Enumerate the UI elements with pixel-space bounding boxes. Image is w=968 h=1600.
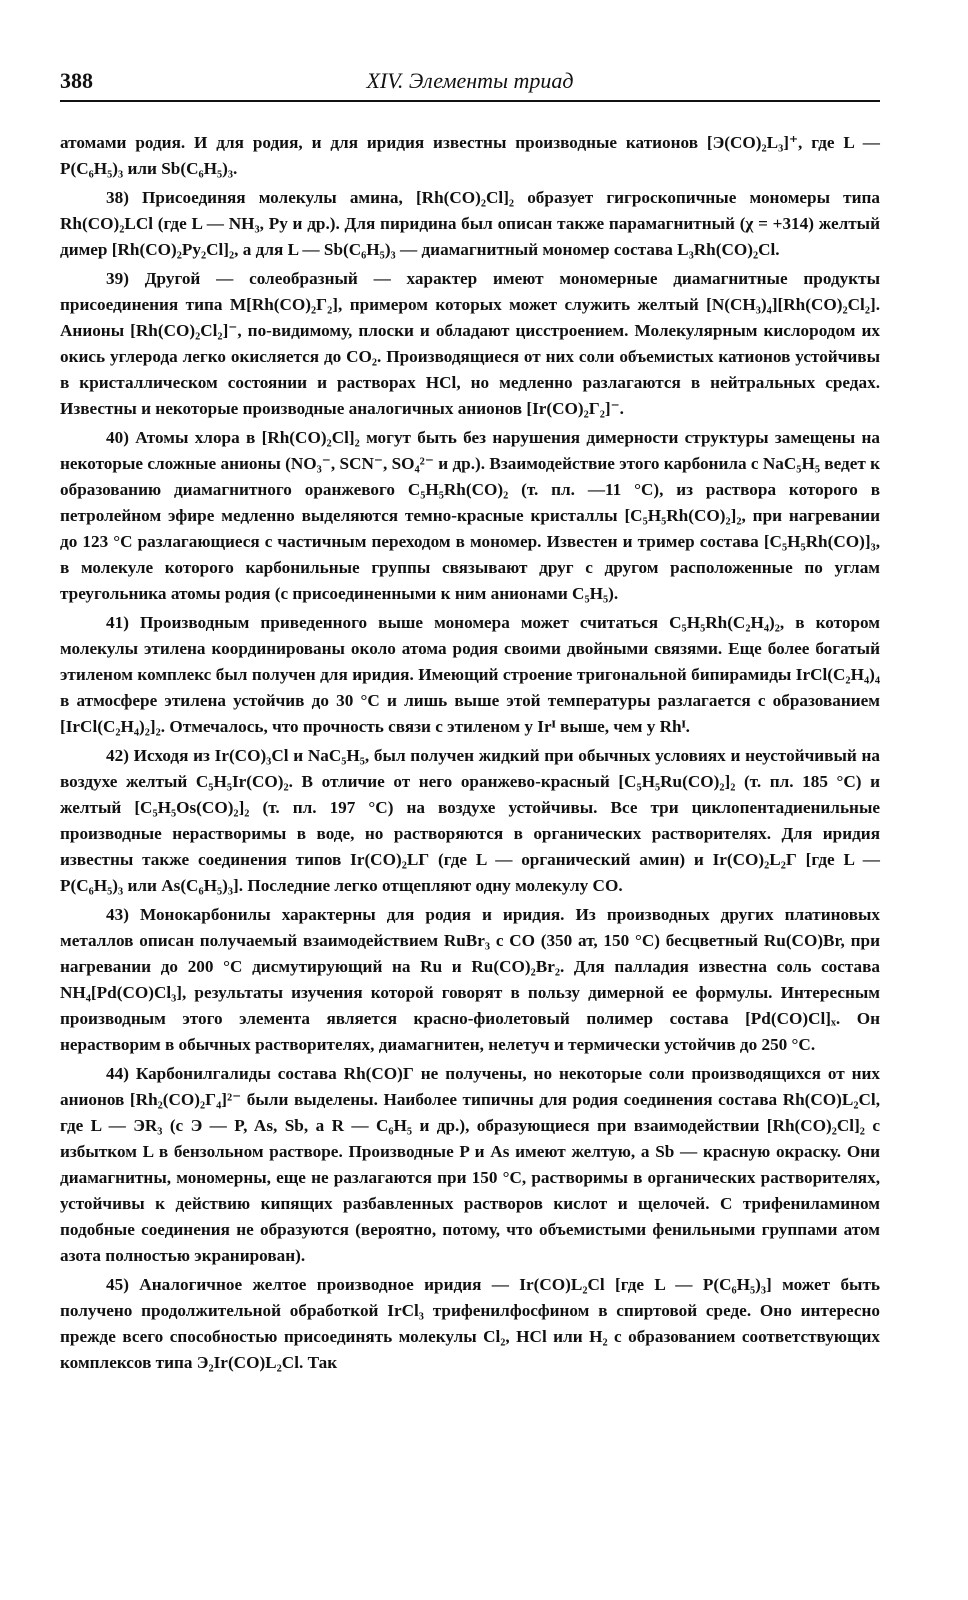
paragraph-41: 41) Производным приведенного выше мономера может считаться C₅H₅Rh(C₂H₄)₂, в котором молекулы этилена координированы около атома родия своими двойными связями. Еще более богатый этиленом комплекс был получен для иридия. Имеющий строение тригональной бипирамиды IrCl(C₂H₄)₄ в атмосфере этилена устойчив до 30 °C и лишь выше этой температуры разлагается с образованием [IrCl(C₂H₄)₂]₂. Отмечалось, что прочность связи с этиленом у Irᴵ выше, чем у Rhᴵ.	[60, 613, 880, 736]
running-title: XIV. Элементы триад	[366, 68, 574, 93]
body-text	[60, 130, 880, 1376]
page-header	[60, 60, 880, 102]
paragraph-38: 38) Присоединяя молекулы амина, [Rh(CO)₂Cl]₂ образует гигроскопичные мономеры типа Rh(CO)₂LCl (где L — NH₃, Py и др.). Для пиридина был описан также парамагнитный (χ = +314) желтый димер [Rh(CO)₂Py₂Cl]₂, а для L — Sb(C₆H₅)₃ — диамагнитный мономер состава L₃Rh(CO)₂Cl.	[60, 188, 880, 259]
paragraph-continued: атомами родия. И для родия, и для иридия известны производные катионов [Э(CO)₂L₃]⁺, где L — P(C₆H₅)₃ или Sb(C₆H₅)₃.	[60, 133, 880, 178]
page-number: 388	[60, 68, 93, 93]
paragraph-39: 39) Другой — солеобразный — характер имеют мономерные диамагнитные продукты присоединения типа M[Rh(CO)₂Г₂], примером которых может служить желтый [N(CH₃)₄][Rh(CO)₂Cl₂]. Анионы [Rh(CO)₂Cl₂]⁻, по-видимому, плоски и обладают цисстроением. Молекулярным кислородом их окись углерода легко окисляется до CO₂. Производящиеся от них соли объемистых катионов устойчивы в кристаллическом состоянии и растворах HCl, но медленно разлагаются в нейтральных средах. Известны и некоторые производные аналогичных анионов [Ir(CO)₂Г₂]⁻.	[60, 269, 880, 418]
paragraph-45: 45) Аналогичное желтое производное иридия — Ir(CO)L₂Cl [где L — P(C₆H₅)₃] может быть получено продолжительной обработкой IrCl₃ трифенилфосфином в спиртовой среде. Оно интересно прежде всего способностью присоединять молекулы Cl₂, HCl или H₂ с образованием соответствующих комплексов типа Э₂Ir(CO)L₂Cl. Так	[60, 1275, 880, 1372]
book-page	[60, 60, 880, 1379]
paragraph-44: 44) Карбонилгалиды состава Rh(CO)Г не получены, но некоторые соли производящихся от них анионов [Rh₂(CO)₂Г₄]²⁻ были выделены. Наиболее типичны для родия соединения состава Rh(CO)L₂Cl, где L — ЭR₃ (с Э — P, As, Sb, а R — C₆H₅ и др.), образующиеся при взаимодействии [Rh(CO)₂Cl]₂ с избытком L в бензольном растворе. Производные P и As имеют желтую, а Sb — красную окраску. Они диамагнитны, мономерны, еще не разлагаются при 150 °C, растворимы в органических растворителях, устойчивы к действию кипящих разбавленных растворов кислот и щелочей. С трифениламином подобные соединения не образуются (вероятно, потому, что объемистыми фенильными группами атом азота полностью экранирован).	[60, 1064, 880, 1265]
paragraph-42: 42) Исходя из Ir(CO)₃Cl и NaC₅H₅, был получен жидкий при обычных условиях и неустойчивый на воздухе желтый C₅H₅Ir(CO)₂. В отличие от него оранжево-красный [C₅H₅Ru(CO)₂]₂ (т. пл. 185 °C) и желтый [C₅H₅Os(CO)₂]₂ (т. пл. 197 °C) на воздухе устойчивы. Все три циклопентадиенильные производные нерастворимы в воде, но растворяются в органических растворителях. Для иридия известны также соединения типов Ir(CO)₂LГ (где L — органический амин) и Ir(CO)₂L₂Г [где L — P(C₆H₅)₃ или As(C₆H₅)₃]. Последние легко отщепляют одну молекулу CO.	[60, 746, 880, 895]
paragraph-43: 43) Монокарбонилы характерны для родия и иридия. Из производных других платиновых металлов описан получаемый взаимодействием RuBr₃ с CO (350 ат, 150 °C) бесцветный Ru(CO)Br, при нагревании до 200 °C дисмутирующий на Ru и Ru(CO)₂Br₂. Для палладия известна соль состава NH₄[Pd(CO)Cl₃], результаты изучения которой говорят в пользу димерной ее формулы. Интересным производным этого элемента является красно-фиолетовый полимер состава [Pd(CO)Cl]ₓ. Он нерастворим в обычных растворителях, диамагнитен, нелетуч и термически устойчив до 250 °C.	[60, 905, 880, 1054]
paragraph-40: 40) Атомы хлора в [Rh(CO)₂Cl]₂ могут быть без нарушения димерности структуры замещены на некоторые сложные анионы (NO₃⁻, SCN⁻, SO₄²⁻ и др.). Взаимодействие этого карбонила с NaC₅H₅ ведет к образованию диамагнитного оранжевого C₅H₅Rh(CO)₂ (т. пл. —11 °C), из раствора которого в петролейном эфире медленно выделяются темно-красные кристаллы [C₅H₅Rh(CO)₂]₂, при нагревании до 123 °C разлагающиеся с частичным переходом в мономер. Известен и тример состава [C₅H₅Rh(CO)]₃, в молекуле которого карбонильные группы связывают друг с другом расположенные по углам треугольника атомы родия (с присоединенными к ним анионами C₅H₅).	[60, 428, 880, 603]
